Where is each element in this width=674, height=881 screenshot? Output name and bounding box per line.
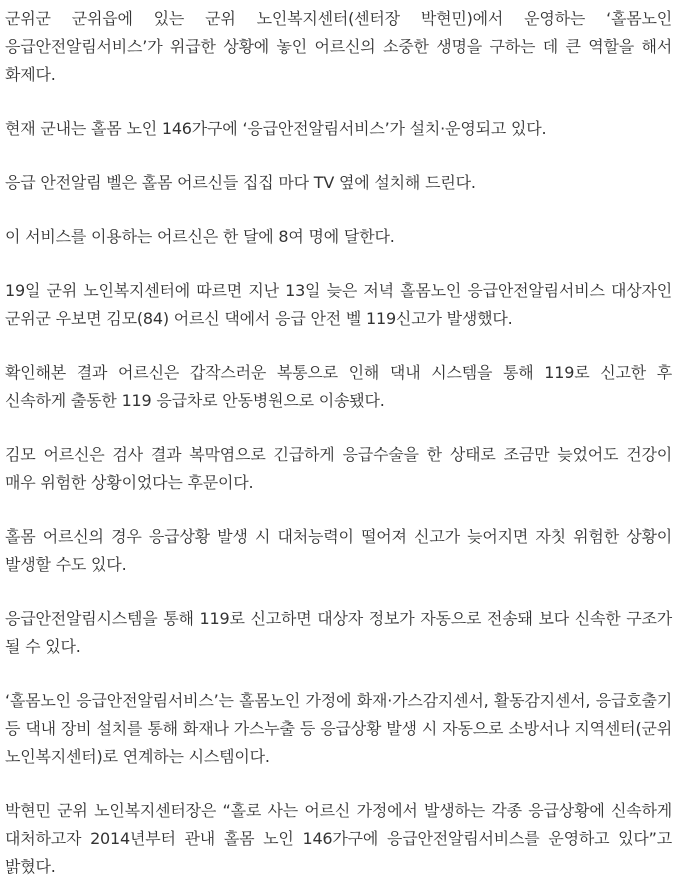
article-paragraph: 확인해본 결과 어르신은 갑작스러운 복통으로 인해 댁내 시스템을 통해 119로 신고한 후 신속하게 출동한 119 응급차로 안동병원으로 이송됐다. (5, 363, 672, 410)
article-paragraph: ‘홀몸노인 응급안전알림서비스’는 홀몸노인 가정에 화재·가스감지센서, 활동감지센서, 응급호출기 등 댁내 장비 설치를 통해 화재나 가스누출 등 응급상황 발생 시 자동으로 소방서나 지역센터(군위 노인복지센터)로 연계하는 시스템이다. (5, 691, 672, 766)
article-paragraph: 응급안전알림시스템을 통해 119로 신고하면 대상자 정보가 자동으로 전송돼 보다 신속한 구조가 될 수 있다. (5, 609, 672, 656)
article-paragraph: 박현민 군위 노인복지센터장은 “홀로 사는 어르신 가정에서 발생하는 각종 응급상황에 신속하게 대처하고자 2014년부터 관내 홀몸 노인 146가구에 응급안전알림서비스를 운영하고 있다”고 밝혔다. (5, 801, 672, 876)
article-paragraph: 이 서비스를 이용하는 어르신은 한 달에 8여 명에 달한다. (5, 227, 395, 246)
article-paragraph: 군위군 군위읍에 있는 군위 노인복지센터(센터장 박현민)에서 운영하는 ‘홀몸노인 응급안전알림서비스’가 위급한 상황에 놓인 어르신의 소중한 생명을 구하는 데 큰 역할을 해서 화제다. (5, 9, 672, 84)
article-paragraph: 현재 군내는 홀몸 노인 146가구에 ‘응급안전알림서비스’가 설치·운영되고 있다. (5, 119, 547, 138)
article-paragraph: 홀몸 어르신의 경우 응급상황 발생 시 대처능력이 떨어져 신고가 늦어지면 자칫 위험한 상황이 발생할 수도 있다. (5, 527, 672, 574)
article-paragraph: 19일 군위 노인복지센터에 따르면 지난 13일 늦은 저녁 홀몸노인 응급안전알림서비스 대상자인 군위군 우보면 김모(84) 어르신 댁에서 응급 안전 벨 119신고가 발생했다. (5, 281, 672, 328)
article-paragraph: 김모 어르신은 검사 결과 복막염으로 긴급하게 응급수술을 한 상태로 조금만 늦었어도 건강이 매우 위험한 상황이었다는 후문이다. (5, 445, 672, 492)
article-paragraph: 응급 안전알림 벨은 홀몸 어르신들 집집 마다 TV 옆에 설치해 드린다. (5, 173, 476, 192)
